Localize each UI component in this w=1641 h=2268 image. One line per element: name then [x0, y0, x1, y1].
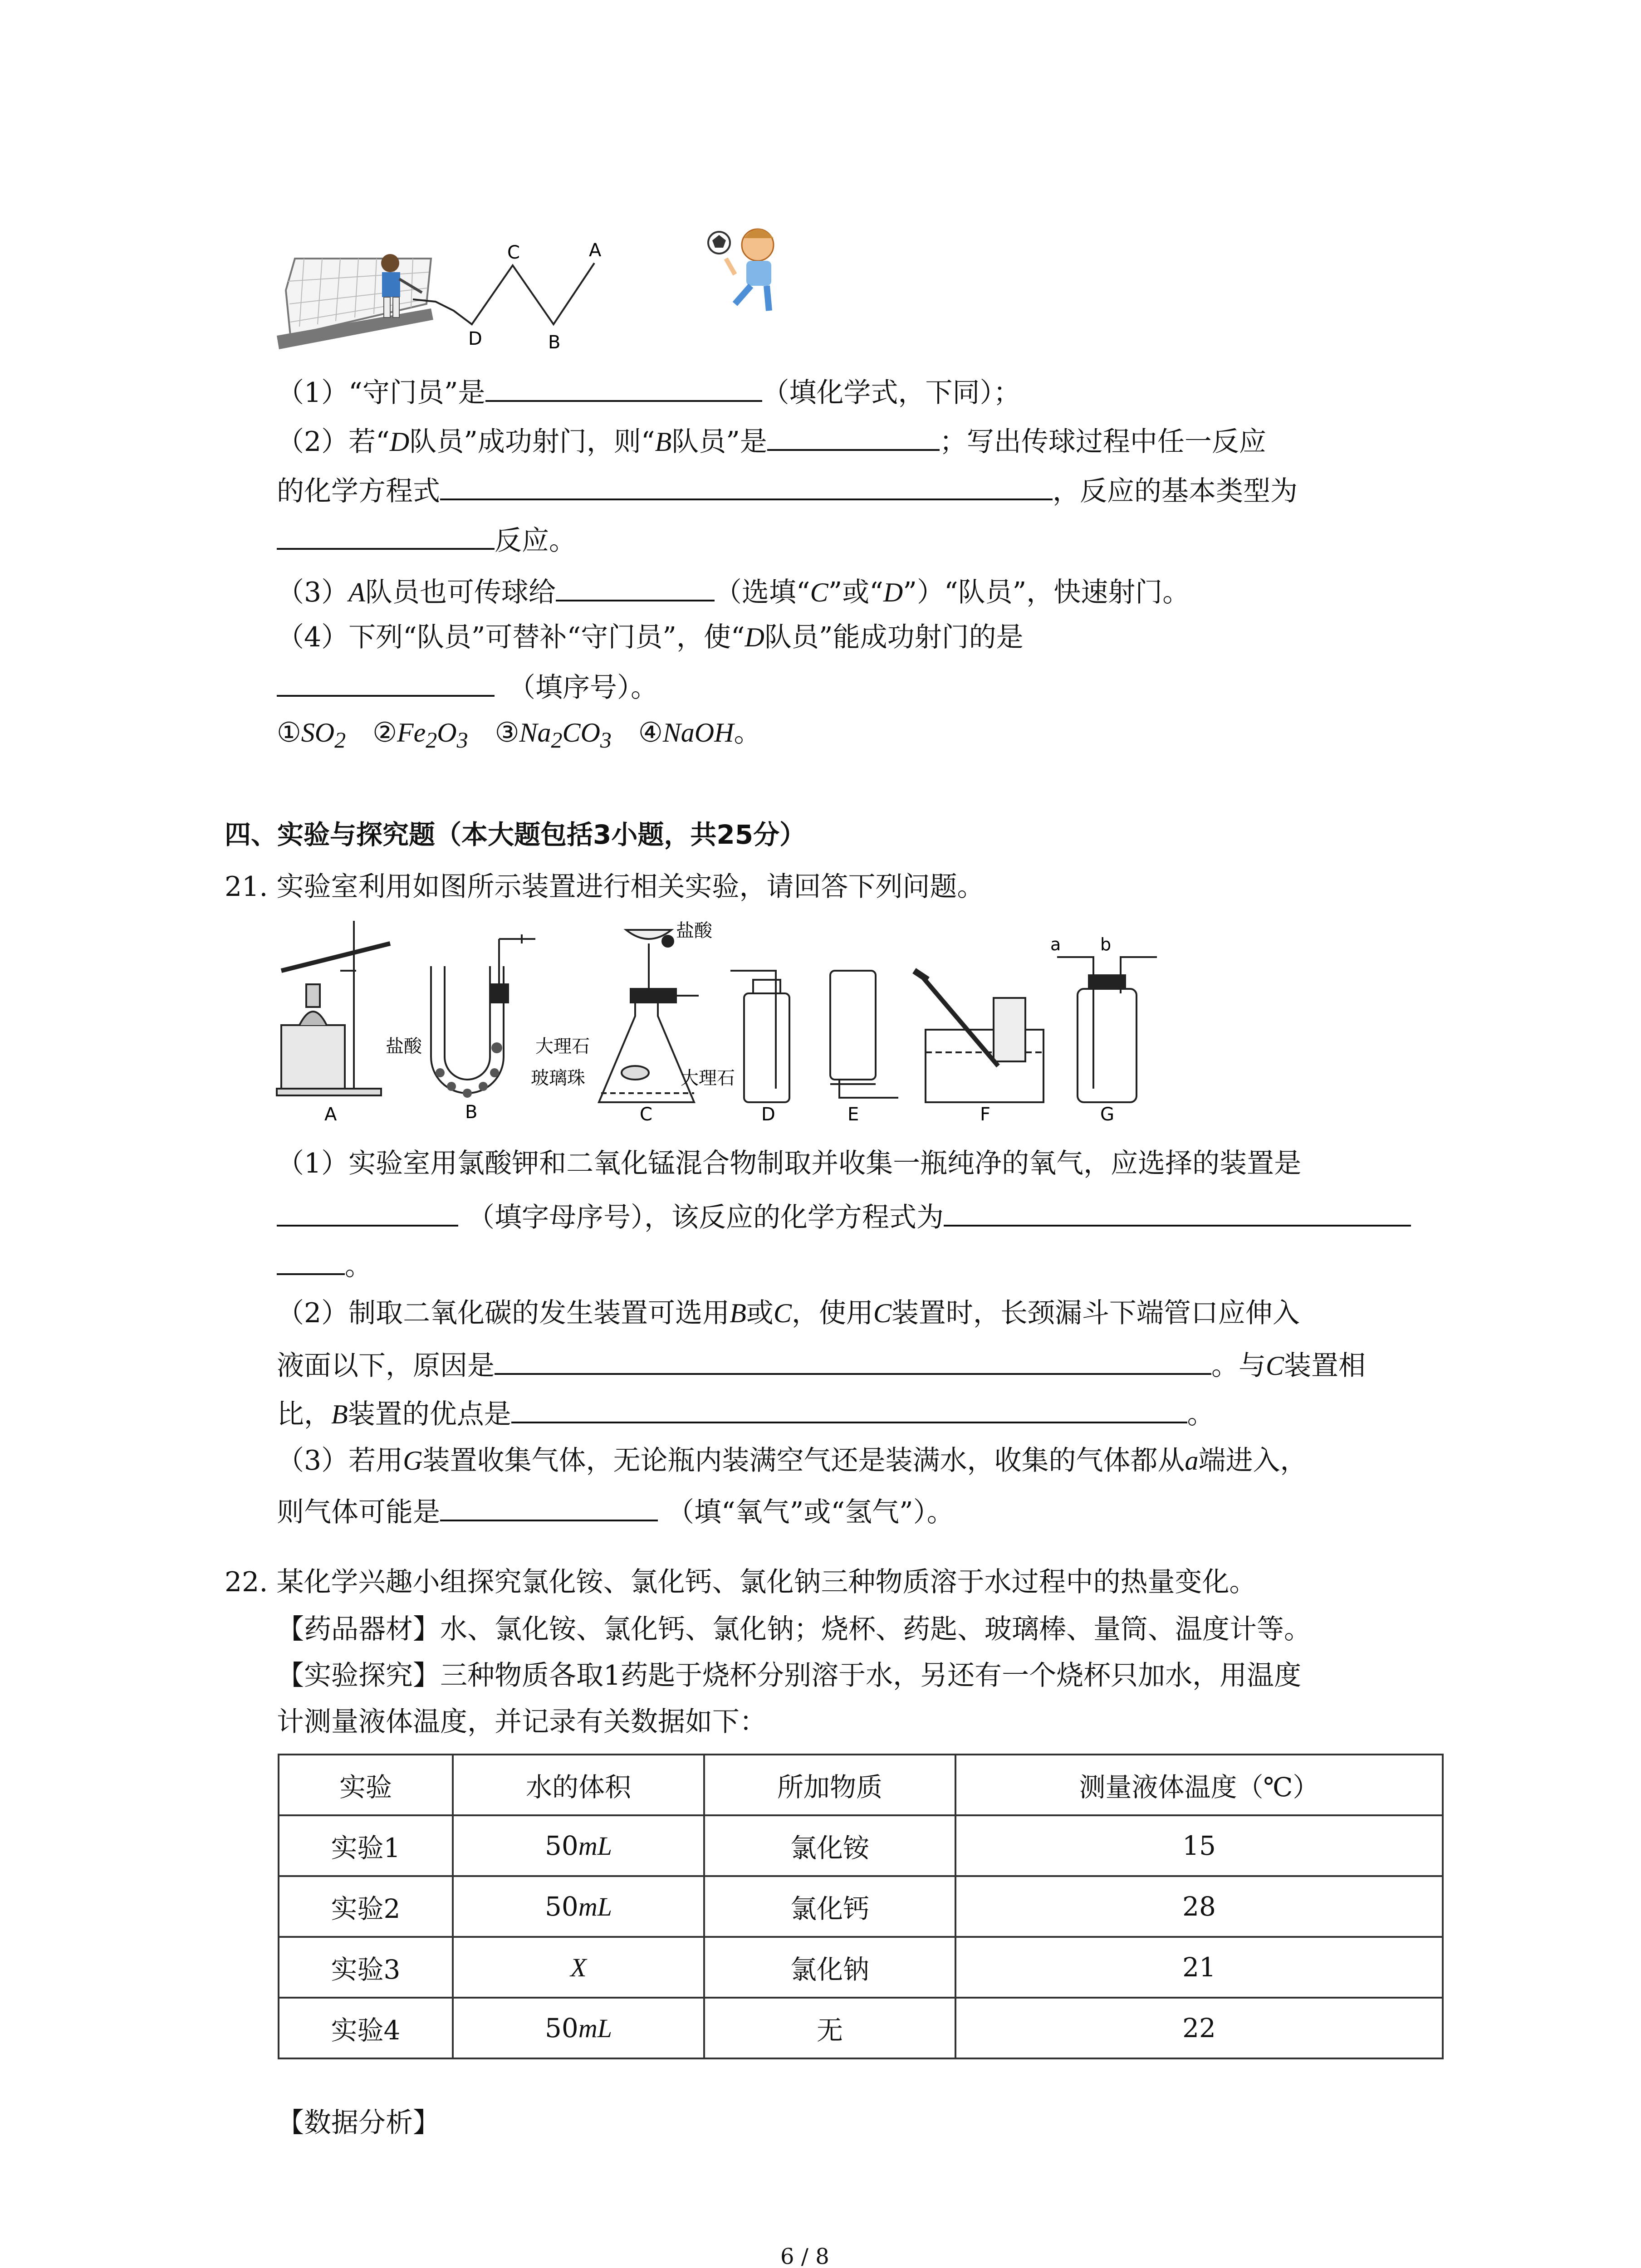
q21-line-1: （1）实验室用氯酸钾和二氧化锰混合物制取并收集一瓶纯净的氧气，应选择的装置是	[277, 1148, 1302, 1179]
table-header-row	[279, 1755, 1443, 1815]
label-apparatus-g: G	[1100, 1104, 1114, 1125]
label-a: A	[589, 240, 602, 261]
label-b: B	[548, 332, 561, 353]
answer-blank-advantage[interactable]	[511, 1393, 1187, 1423]
q21-line-6: 比，B装置的优点是 。	[277, 1393, 1215, 1432]
q20-football-figure	[277, 213, 821, 367]
page-number: 6 / 8	[780, 2244, 829, 2268]
kicker-figure	[708, 229, 774, 311]
label-marble-1: 大理石	[535, 1036, 590, 1057]
label-glass-beads: 玻璃珠	[531, 1068, 585, 1089]
answer-blank-apparatus[interactable]	[277, 1197, 458, 1227]
label-c: C	[507, 242, 520, 263]
q20-line-3: 的化学方程式 ，反应的基本类型为	[277, 470, 1298, 509]
q20-line-7: （填序号）。	[277, 667, 658, 706]
header-experiment: 实验	[279, 1755, 453, 1815]
answer-blank-equation[interactable]	[440, 470, 1053, 500]
label-d: D	[468, 328, 482, 349]
option-3: $③Na_2CO_3$	[495, 717, 612, 753]
results-table	[278, 1754, 1444, 2059]
label-hcl-left: 盐酸	[386, 1036, 422, 1057]
answer-blank-equation-cont[interactable]	[277, 1245, 345, 1275]
answer-blank-pass-to[interactable]	[556, 572, 715, 601]
apparatus-f	[914, 971, 1043, 1102]
answer-blank-reaction-type[interactable]	[277, 520, 495, 550]
q20-line-4: 反应。	[277, 520, 576, 559]
q21-line-7: （3）若用G装置收集气体，无论瓶内装满空气还是装满水，收集的气体都从a端进入，	[277, 1445, 1308, 1476]
answer-blank-equation-o2[interactable]	[944, 1197, 1411, 1227]
header-water-volume: 水的体积	[453, 1755, 704, 1815]
q21-line-2: （填字母序号），该反应的化学方程式为	[277, 1197, 1411, 1236]
table-row: 实验4 50mL 无 22	[279, 1998, 1443, 2058]
label-hcl-top: 盐酸	[676, 920, 712, 941]
header-substance: 所加物质	[704, 1755, 955, 1815]
apparatus-g	[1057, 957, 1157, 1102]
q21-line-5: 液面以下，原因是 。与C装置相	[277, 1345, 1366, 1384]
q22-explore-1: 【实验探究】三种物质各取1药匙于烧杯分别溶于水，另还有一个烧杯只加水，用温度	[277, 1660, 1302, 1691]
label-marble-2: 大理石	[681, 1068, 735, 1089]
q20-line-5: （3）A队员也可传球给 （选填“C”或“D”）“队员”，快速射门。	[277, 572, 1190, 611]
table-row: 实验1 50mL 氯化铵 15	[279, 1815, 1443, 1876]
pass-path	[413, 263, 594, 324]
answer-blank-keeper[interactable]	[485, 372, 762, 402]
apparatus-d	[730, 971, 789, 1102]
goal-net-illustration	[277, 259, 433, 349]
apparatus-b	[431, 934, 535, 1098]
section-4-heading: 四、实验与探究题（本大题包括3小题，共25分）	[225, 819, 806, 850]
label-apparatus-b: B	[465, 1102, 478, 1123]
label-port-a: a	[1050, 934, 1061, 954]
q20-line-6: （4）下列“队员”可替补“守门员”，使“D队员”能成功射门的是	[277, 621, 1024, 653]
label-apparatus-e: E	[847, 1104, 859, 1125]
q21-line-8: 则气体可能是 （填“氧气”或“氢气”）。	[277, 1491, 954, 1530]
label-apparatus-c: C	[640, 1104, 652, 1125]
answer-blank-substitute[interactable]	[277, 667, 495, 697]
label-apparatus-a: A	[324, 1104, 337, 1125]
q22-data-analysis: 【数据分析】	[277, 2107, 440, 2139]
option-2: $②Fe_2O_3$	[372, 717, 468, 753]
table-row: 实验3 X 氯化钠 21	[279, 1937, 1443, 1998]
q20-options: $①SO_2$ $②Fe_2O_3$ $③Na_2CO_3$ ④NaOH。	[277, 717, 761, 753]
q20-line-2: （2）若“D队员”成功射门，则“B队员”是 ；写出传球过程中任一反应	[277, 421, 1266, 460]
answer-blank-gas[interactable]	[440, 1491, 658, 1521]
label-apparatus-f: F	[980, 1104, 991, 1125]
header-temperature: 测量液体温度（℃）	[955, 1755, 1443, 1815]
option-4: ④NaOH	[638, 717, 734, 748]
answer-blank-b-player[interactable]	[767, 421, 940, 451]
label-apparatus-d: D	[761, 1104, 775, 1125]
q22-intro: 22. 某化学兴趣小组探究氯化铵、氯化钙、氯化钠三种物质溶于水过程中的热量变化。	[225, 1566, 1257, 1598]
q21-line-3: 。	[277, 1245, 372, 1284]
q20-line-1: （1）“守门员”是 （填化学式，下同）；	[277, 372, 1021, 411]
apparatus-e	[830, 971, 898, 1098]
q21-apparatus-figure	[272, 916, 1157, 1139]
apparatus-a	[277, 921, 390, 1095]
q21-line-4: （2）制取二氧化碳的发生装置可选用B或C，使用C装置时，长颈漏斗下端管口应伸入	[277, 1297, 1300, 1329]
q21-intro: 21. 实验室利用如图所示装置进行相关实验，请回答下列问题。	[225, 871, 985, 903]
q22-materials: 【药品器材】水、氯化铵、氯化钙、氯化钠；烧杯、药匙、玻璃棒、量筒、温度计等。	[277, 1613, 1311, 1645]
table-row: 实验2 50mL 氯化钙 28	[279, 1876, 1443, 1937]
label-port-b: b	[1100, 934, 1112, 954]
q22-explore-2: 计测量液体温度，并记录有关数据如下：	[277, 1706, 767, 1738]
answer-blank-reason[interactable]	[495, 1345, 1211, 1375]
option-1: $①SO_2$	[277, 717, 346, 753]
